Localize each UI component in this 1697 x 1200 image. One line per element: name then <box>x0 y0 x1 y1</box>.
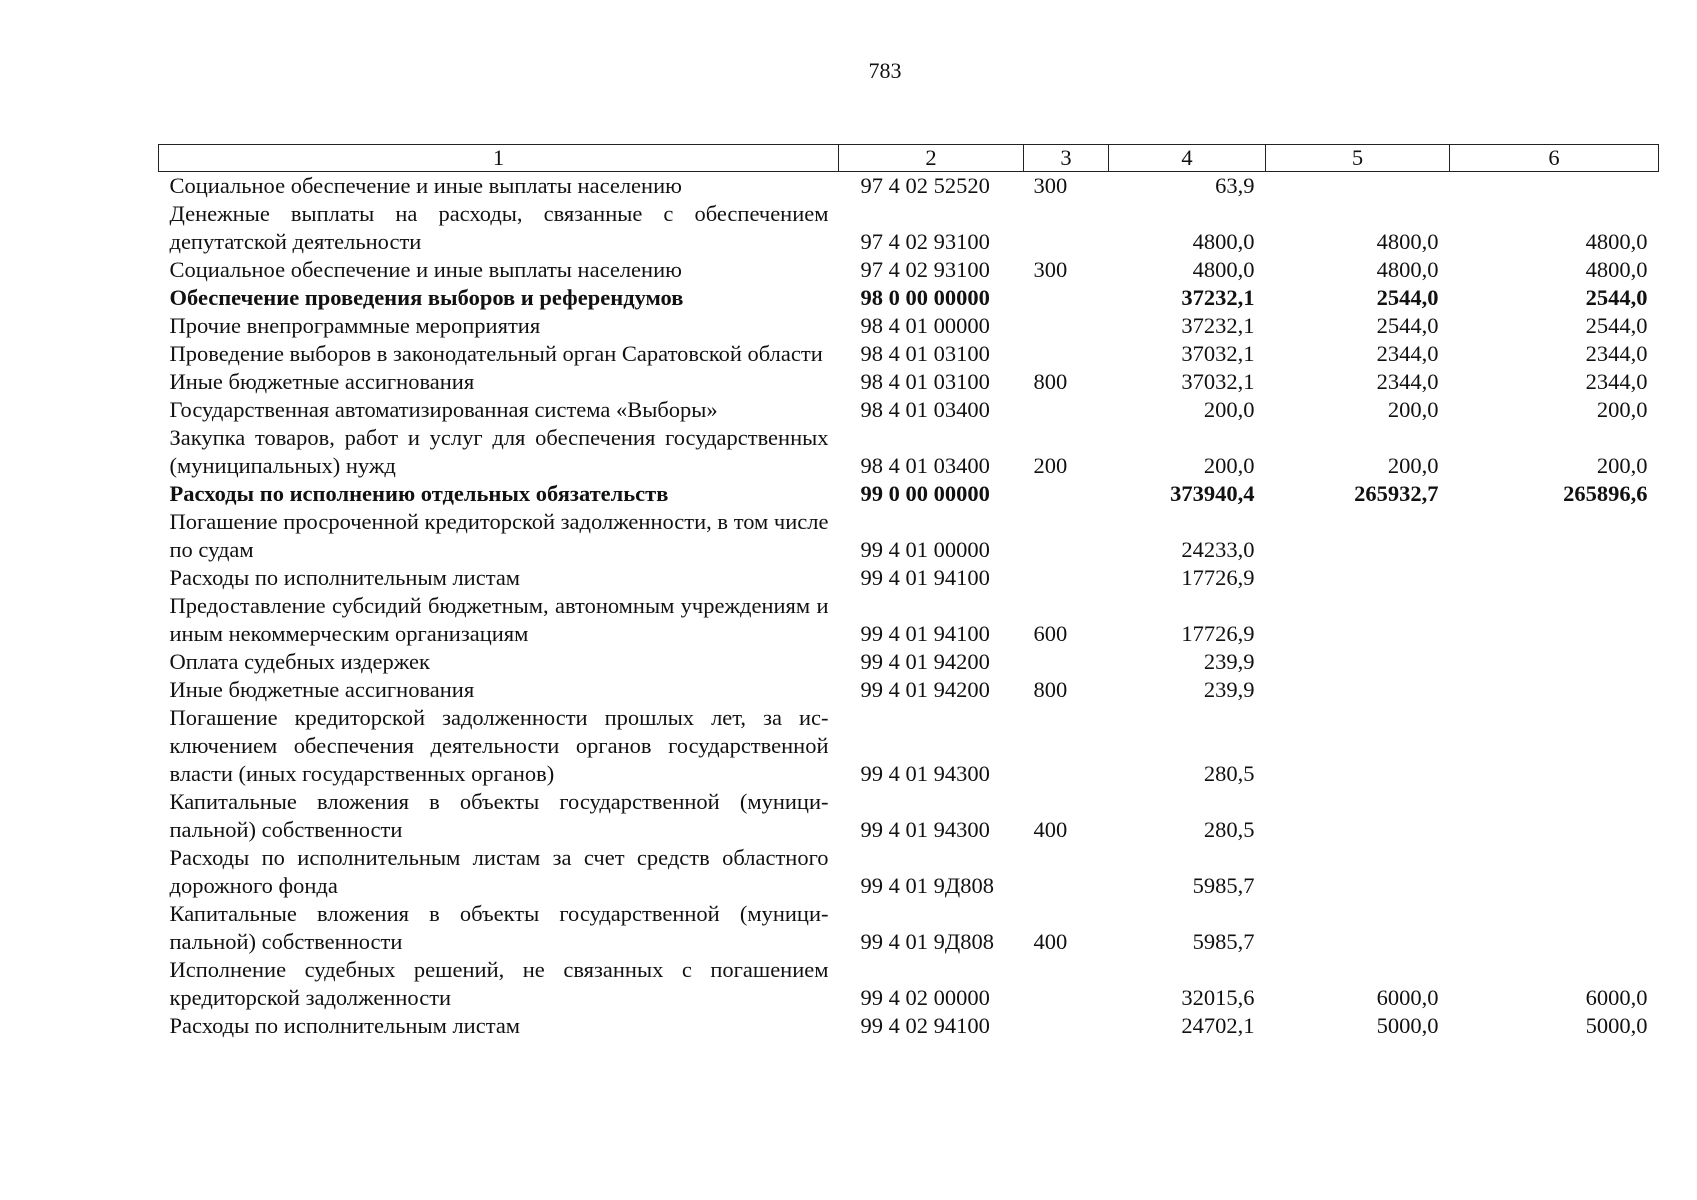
table-body <box>159 172 1659 1041</box>
table-row <box>159 508 1659 564</box>
row-code-cell: 97 4 02 93100 <box>860 229 990 254</box>
row-type-cell <box>1024 396 1109 424</box>
row-type-cell <box>1024 284 1109 312</box>
row-name-cell: Иные бюджетные ассигнования <box>169 369 475 394</box>
row-type-cell: 300 <box>1033 257 1068 282</box>
row-value-col5: 200,0 <box>1387 397 1439 422</box>
row-type-cell: 600 <box>1033 621 1068 646</box>
row-value-col4: 37032,1 <box>1181 341 1255 366</box>
row-value-col6: 6000,0 <box>1585 985 1648 1010</box>
row-value-col4: 37232,1 <box>1181 313 1255 338</box>
row-value-col6 <box>1450 704 1659 788</box>
header-col-3: 3 <box>1024 145 1109 172</box>
row-code-cell: 99 0 00 00000 <box>860 481 990 506</box>
row-value-col5 <box>1266 788 1450 844</box>
row-value-col4: 5985,7 <box>1192 929 1255 954</box>
budget-table <box>158 144 1659 1040</box>
row-value-col6 <box>1450 564 1659 592</box>
table-row <box>159 200 1659 256</box>
row-value-col4: 4800,0 <box>1192 229 1255 254</box>
row-value-col6: 2344,0 <box>1585 341 1648 366</box>
row-name-cell: Государственная автоматизированная система «Выборы» <box>169 397 718 422</box>
header-col-1: 1 <box>159 145 839 172</box>
row-type-cell <box>1024 1012 1109 1040</box>
row-type-cell <box>1024 200 1109 256</box>
row-value-col5 <box>1266 676 1450 704</box>
row-value-col4: 24702,1 <box>1181 1013 1255 1038</box>
row-type-cell <box>1024 648 1109 676</box>
row-value-col4: 37232,1 <box>1181 285 1255 310</box>
row-value-col4: 37032,1 <box>1181 369 1255 394</box>
row-value-col5: 2544,0 <box>1376 313 1439 338</box>
row-value-col5 <box>1266 564 1450 592</box>
row-value-col5 <box>1266 592 1450 648</box>
row-name-cell: Оплата судебных издержек <box>169 649 430 674</box>
row-value-col4: 200,0 <box>1203 453 1255 478</box>
row-type-cell: 800 <box>1033 677 1068 702</box>
table-row <box>159 900 1659 956</box>
row-code-cell: 98 4 01 03100 <box>860 369 990 394</box>
row-value-col6: 2544,0 <box>1585 313 1648 338</box>
row-value-col5 <box>1266 704 1450 788</box>
row-value-col6 <box>1450 788 1659 844</box>
row-code-cell: 99 4 01 00000 <box>860 537 990 562</box>
row-type-cell <box>1024 340 1109 368</box>
row-value-col5: 4800,0 <box>1376 229 1439 254</box>
row-value-col5: 6000,0 <box>1376 985 1439 1010</box>
row-value-col6 <box>1450 676 1659 704</box>
table-row <box>159 592 1659 648</box>
row-code-cell: 97 4 02 52520 <box>860 173 990 198</box>
table-row <box>159 676 1659 704</box>
row-name-cell: Погашение кредиторской задолженности прошлых лет, за исключением обеспечения деятельности органов государственной власти (иных государственных органов) <box>169 705 829 786</box>
row-code-cell: 99 4 01 9Д808 <box>860 929 994 954</box>
row-value-col4: 17726,9 <box>1181 565 1255 590</box>
row-type-cell <box>1024 508 1109 564</box>
row-type-cell <box>1024 704 1109 788</box>
row-value-col6 <box>1450 508 1659 564</box>
row-type-cell: 300 <box>1033 173 1068 198</box>
row-value-col6: 4800,0 <box>1585 257 1648 282</box>
row-value-col6: 4800,0 <box>1585 229 1648 254</box>
row-value-col5 <box>1266 508 1450 564</box>
row-value-col5 <box>1266 648 1450 676</box>
table-row <box>159 284 1659 312</box>
row-name-cell: Капитальные вложения в объекты государственной (муниципальной) собственности <box>169 901 829 954</box>
row-code-cell: 99 4 02 00000 <box>860 985 990 1010</box>
row-value-col4: 280,5 <box>1203 817 1255 842</box>
row-type-cell <box>1024 480 1109 508</box>
row-value-col4: 239,9 <box>1203 649 1255 674</box>
row-value-col4: 17726,9 <box>1181 621 1255 646</box>
row-code-cell: 97 4 02 93100 <box>860 257 990 282</box>
row-code-cell: 98 0 00 00000 <box>860 285 990 310</box>
row-type-cell <box>1024 956 1109 1012</box>
table-row <box>159 340 1659 368</box>
row-name-cell: Обеспечение проведения выборов и референдумов <box>169 285 684 310</box>
row-value-col6: 2344,0 <box>1585 369 1648 394</box>
row-name-cell: Иные бюджетные ассигнования <box>169 677 475 702</box>
row-value-col6: 200,0 <box>1596 397 1648 422</box>
table-row <box>159 956 1659 1012</box>
row-name-cell: Расходы по исполнительным листам за счет средств областного дорожного фонда <box>169 845 829 898</box>
table-row <box>159 172 1659 201</box>
page-number: 783 <box>868 58 902 83</box>
row-code-cell: 99 4 01 94100 <box>860 621 990 646</box>
row-type-cell: 800 <box>1033 369 1068 394</box>
row-value-col5: 200,0 <box>1387 453 1439 478</box>
table-row <box>159 368 1659 396</box>
row-value-col4: 280,5 <box>1203 761 1255 786</box>
row-value-col4: 5985,7 <box>1192 873 1255 898</box>
row-value-col6: 200,0 <box>1596 453 1648 478</box>
row-name-cell: Предоставление субсидий бюджетным, автономным учреждениям и иным некоммерческим организациям <box>169 593 829 646</box>
row-value-col6 <box>1450 592 1659 648</box>
header-col-6: 6 <box>1450 145 1659 172</box>
row-value-col4: 63,9 <box>1215 173 1255 198</box>
row-value-col6 <box>1450 900 1659 956</box>
table-row <box>159 1012 1659 1040</box>
row-value-col5: 2344,0 <box>1376 341 1439 366</box>
row-value-col5: 2344,0 <box>1376 369 1439 394</box>
row-value-col5: 265932,7 <box>1354 481 1439 506</box>
row-value-col6: 265896,6 <box>1563 481 1648 506</box>
row-code-cell: 98 4 01 03400 <box>860 453 990 478</box>
table-row <box>159 256 1659 284</box>
row-name-cell: Расходы по исполнению отдельных обязательств <box>169 481 669 506</box>
row-type-cell <box>1024 564 1109 592</box>
row-name-cell: Погашение просроченной кредиторской задолженности, в том числе по судам <box>169 509 829 562</box>
row-value-col6 <box>1450 172 1659 201</box>
row-name-cell: Социальное обеспечение и иные выплаты населению <box>169 257 682 282</box>
row-value-col4: 373940,4 <box>1170 481 1255 506</box>
row-value-col4: 4800,0 <box>1192 257 1255 282</box>
table-row <box>159 648 1659 676</box>
row-value-col5: 4800,0 <box>1376 257 1439 282</box>
row-value-col6 <box>1450 648 1659 676</box>
row-name-cell: Денежные выплаты на расходы, связанные с обеспечением депутатской деятельности <box>169 201 829 254</box>
row-name-cell: Исполнение судебных решений, не связанных с погашением кредиторской задолженности <box>169 957 829 1010</box>
table-row <box>159 844 1659 900</box>
table-row <box>159 396 1659 424</box>
row-code-cell: 99 4 01 94100 <box>860 565 990 590</box>
header-col-5: 5 <box>1266 145 1450 172</box>
row-value-col6: 5000,0 <box>1585 1013 1648 1038</box>
table-row <box>159 424 1659 480</box>
row-type-cell <box>1024 312 1109 340</box>
row-value-col6 <box>1450 844 1659 900</box>
row-value-col4: 200,0 <box>1203 397 1255 422</box>
row-code-cell: 99 4 02 94100 <box>860 1013 990 1038</box>
row-name-cell: Прочие внепрограммные мероприятия <box>169 313 541 338</box>
row-value-col5: 5000,0 <box>1376 1013 1439 1038</box>
row-value-col5 <box>1266 172 1450 201</box>
row-value-col4: 32015,6 <box>1181 985 1255 1010</box>
row-code-cell: 99 4 01 9Д808 <box>860 873 994 898</box>
row-name-cell: Капитальные вложения в объекты государственной (муниципальной) собственности <box>169 789 829 842</box>
row-value-col5 <box>1266 900 1450 956</box>
header-col-4: 4 <box>1109 145 1266 172</box>
row-value-col4: 24233,0 <box>1181 537 1255 562</box>
row-name-cell: Проведение выборов в законодательный орган Саратовской области <box>169 341 823 366</box>
row-value-col5 <box>1266 844 1450 900</box>
row-type-cell <box>1024 844 1109 900</box>
header-row <box>159 145 1659 172</box>
table-row <box>159 564 1659 592</box>
row-type-cell: 200 <box>1033 453 1068 478</box>
row-name-cell: Закупка товаров, работ и услуг для обеспечения государственных (муниципальных) нужд <box>169 425 829 478</box>
row-code-cell: 98 4 01 00000 <box>860 313 990 338</box>
row-name-cell: Социальное обеспечение и иные выплаты населению <box>169 173 682 198</box>
table-header <box>159 145 1659 172</box>
table-row <box>159 480 1659 508</box>
header-col-2: 2 <box>839 145 1024 172</box>
row-value-col6: 2544,0 <box>1585 285 1648 310</box>
row-type-cell: 400 <box>1033 929 1068 954</box>
row-type-cell: 400 <box>1033 817 1068 842</box>
row-value-col5: 2544,0 <box>1376 285 1439 310</box>
row-code-cell: 99 4 01 94300 <box>860 817 990 842</box>
row-code-cell: 98 4 01 03400 <box>860 397 990 422</box>
table-row <box>159 312 1659 340</box>
row-name-cell: Расходы по исполнительным листам <box>169 1013 521 1038</box>
row-code-cell: 99 4 01 94200 <box>860 677 990 702</box>
row-code-cell: 99 4 01 94200 <box>860 649 990 674</box>
row-name-cell: Расходы по исполнительным листам <box>169 565 521 590</box>
table-row <box>159 704 1659 788</box>
row-code-cell: 99 4 01 94300 <box>860 761 990 786</box>
row-code-cell: 98 4 01 03100 <box>860 341 990 366</box>
table-row <box>159 788 1659 844</box>
row-value-col4: 239,9 <box>1203 677 1255 702</box>
